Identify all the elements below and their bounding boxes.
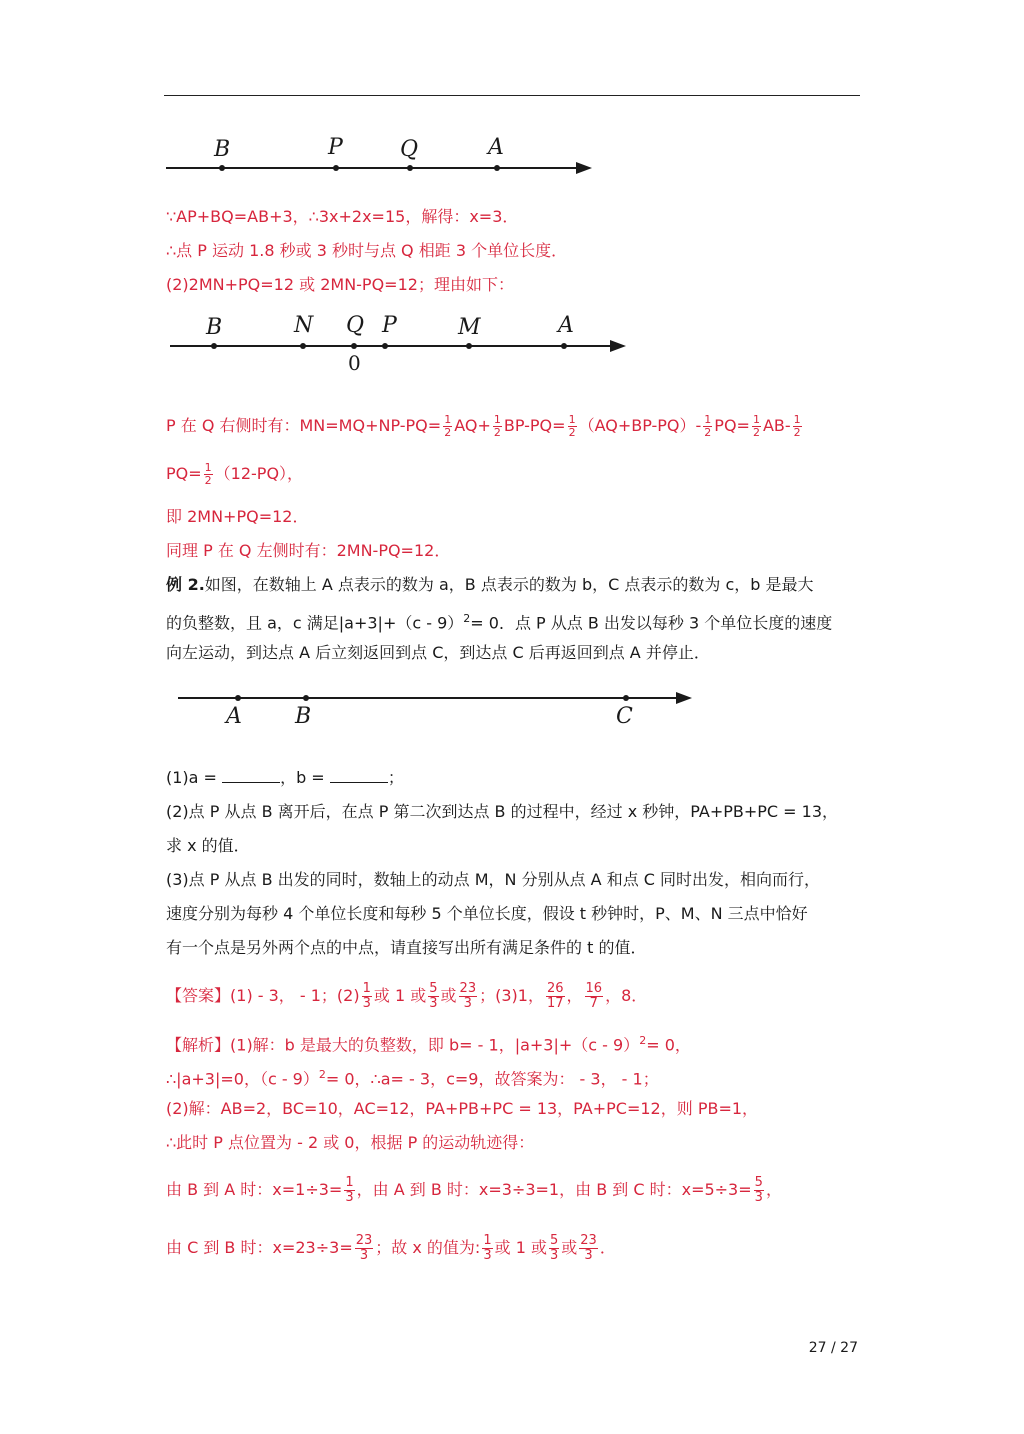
label-Q: Q xyxy=(400,137,419,162)
text-seg: 如图，在数轴上 A 点表示的数为 a，B 点表示的数为 b，C 点表示的数为 c，b 是最大 xyxy=(204,575,814,594)
denominator: 3 xyxy=(463,996,472,1011)
denominator: 3 xyxy=(754,1190,763,1205)
numerator: 1 xyxy=(752,413,760,426)
fraction-half xyxy=(752,414,761,439)
question-2-line-1: (2)点 P 从点 B 离开后，在点 P 第二次到达点 B 的过程中，经过 x 秒钟，PA+PB+PC = 13， xyxy=(166,802,839,821)
text-seg: = 0， xyxy=(646,1035,691,1055)
answer-blank-a[interactable] xyxy=(222,768,280,783)
analysis-line-1 xyxy=(166,1029,691,1057)
numerator: 5 xyxy=(429,981,438,996)
fraction-23-3 xyxy=(355,1234,374,1263)
point-M xyxy=(466,343,472,349)
text-seg: PQ= xyxy=(166,464,202,483)
text-seg: 或 xyxy=(440,986,457,1005)
superscript: 2 xyxy=(639,1034,647,1047)
fraction-half xyxy=(703,414,712,439)
numerator: 1 xyxy=(704,413,712,426)
point-P xyxy=(333,165,339,171)
numerator: 5 xyxy=(754,1175,763,1190)
text-seg: ， xyxy=(566,986,583,1005)
label-B: B xyxy=(295,704,312,729)
text-seg: 或 1 或 xyxy=(494,1238,547,1257)
numerator: 16 xyxy=(585,981,603,996)
text-seg: ∴|a+3|=0，（c - 9） xyxy=(166,1069,319,1089)
page-number: 27 / 27 xyxy=(808,1340,858,1356)
number-line-figure-2 xyxy=(166,308,636,380)
text-seg: (1) - 3， - 1；(2) xyxy=(230,986,360,1005)
denominator: 2 xyxy=(793,426,801,439)
question-2-line-2: 求 x 的值． xyxy=(166,836,250,855)
numerator: 1 xyxy=(204,461,212,474)
text-seg: 或 xyxy=(561,1238,578,1257)
denominator: 2 xyxy=(444,426,452,439)
question-1 xyxy=(166,766,404,790)
text-seg: ，b = xyxy=(280,768,325,787)
text-seg: (1)解：b 是最大的负整数，即 b= - 1，|a+3|+（c - 9） xyxy=(230,1035,640,1055)
text-seg: 的负整数，且 a，c 满足|a+3|+（c - 9） xyxy=(166,613,464,633)
label-Q: Q xyxy=(346,313,365,338)
solution-line-4 xyxy=(166,414,804,439)
text-seg: ，由 A 到 B 时：x=3÷3=1，由 B 到 C 时：x=5÷3= xyxy=(356,1180,752,1199)
answer-line xyxy=(166,982,647,1011)
axis-arrow xyxy=(676,692,692,704)
text-seg: ； xyxy=(387,768,404,787)
solution-line-1: ∵AP+BQ=AB+3，∴3x+2x=15，解得：x=3． xyxy=(166,207,519,226)
numerator: 1 xyxy=(483,1233,492,1248)
fraction-half xyxy=(793,414,802,439)
numerator: 1 xyxy=(493,413,501,426)
example-2-line-3: 向左运动，到达点 A 后立刻返回到点 C，到达点 C 后再返回到点 A 并停止． xyxy=(166,643,710,662)
superscript: 2 xyxy=(463,612,471,625)
numerator: 23 xyxy=(459,981,477,996)
denominator: 2 xyxy=(704,426,712,439)
numerator: 1 xyxy=(568,413,576,426)
fraction-5-3 xyxy=(754,1176,764,1205)
denominator: 3 xyxy=(362,996,371,1011)
numerator: 1 xyxy=(362,981,371,996)
denominator: 17 xyxy=(546,996,564,1011)
fraction-half xyxy=(568,414,577,439)
analysis-line-6 xyxy=(166,1234,616,1263)
numerator: 1 xyxy=(793,413,801,426)
analysis-line-3: (2)解：AB=2，BC=10，AC=12，PA+PB+PC = 13，PA+PC=12，则 PB=1， xyxy=(166,1099,759,1118)
denominator: 3 xyxy=(359,1248,369,1263)
point-C xyxy=(623,695,629,701)
fraction-5-3 xyxy=(428,982,438,1011)
fraction-23-3 xyxy=(459,982,478,1011)
point-B xyxy=(211,343,217,349)
solution-line-7: 同理 P 在 Q 左侧时有：2MN-PQ=12． xyxy=(166,541,451,560)
answer-blank-b[interactable] xyxy=(330,768,388,783)
text-seg: 由 B 到 A 时：x=1÷3= xyxy=(166,1180,343,1199)
label-A: A xyxy=(226,704,242,729)
text-seg: （AQ+BP-PQ）- xyxy=(578,416,702,435)
label-B: B xyxy=(206,315,223,340)
text-seg: ． xyxy=(599,1238,616,1257)
denominator: 3 xyxy=(549,1248,559,1263)
denominator: 3 xyxy=(483,1248,492,1263)
text-seg: PQ= xyxy=(714,416,750,435)
fraction-1-3 xyxy=(482,1234,492,1263)
point-A xyxy=(561,343,567,349)
point-N xyxy=(300,343,306,349)
solution-line-5 xyxy=(166,462,303,487)
text-seg: ；故 x 的值为: xyxy=(375,1238,481,1257)
analysis-line-2 xyxy=(166,1063,659,1091)
fraction-26-17 xyxy=(546,982,565,1011)
fraction-half xyxy=(493,414,502,439)
solution-line-3: (2)2MN+PQ=12 或 2MN-PQ=12；理由如下： xyxy=(166,275,514,294)
analysis-line-4: ∴此时 P 点位置为 - 2 或 0，根据 P 的运动轨迹得： xyxy=(166,1133,535,1152)
text-seg: BP-PQ= xyxy=(503,416,566,435)
denominator: 3 xyxy=(429,996,438,1011)
point-Q xyxy=(407,165,413,171)
text-seg: ，8． xyxy=(605,986,648,1005)
label-N: N xyxy=(294,313,314,338)
example-2-line-2 xyxy=(166,607,832,635)
text-seg: = 0．点 P 从点 B 出发以每秒 3 个单位长度的速度 xyxy=(470,613,833,633)
text-seg: （12-PQ）， xyxy=(214,464,304,483)
question-3-line-1: (3)点 P 从点 B 出发的同时，数轴上的动点 M，N 分别从点 A 和点 C 同时出发，相向而行， xyxy=(166,870,821,889)
text-seg: 或 1 或 xyxy=(373,986,427,1005)
denominator: 2 xyxy=(752,426,760,439)
denominator: 2 xyxy=(568,426,576,439)
solution-line-2: ∴点 P 运动 1.8 秒或 3 秒时与点 Q 相距 3 个单位长度． xyxy=(166,241,568,260)
denominator: 3 xyxy=(584,1248,593,1263)
question-3-line-3: 有一个点是另外两个点的中点，请直接写出所有满足条件的 t 的值． xyxy=(166,938,647,957)
fraction-5-3 xyxy=(549,1234,559,1263)
label-C: C xyxy=(616,704,633,729)
denominator: 3 xyxy=(345,1190,354,1205)
text-seg: 由 C 到 B 时：x=23÷3= xyxy=(166,1238,353,1257)
text-seg: AB- xyxy=(762,416,791,435)
point-A xyxy=(235,695,241,701)
superscript: 2 xyxy=(318,1068,326,1081)
analysis-line-5 xyxy=(166,1176,782,1205)
text-seg: ， xyxy=(765,1180,782,1199)
answer-tag: 【答案】 xyxy=(166,986,231,1005)
point-B xyxy=(219,165,225,171)
text-seg: ；(3)1， xyxy=(479,986,544,1005)
fraction-half xyxy=(204,462,213,487)
denominator: 7 xyxy=(589,996,598,1011)
label-A: A xyxy=(558,313,574,338)
denominator: 2 xyxy=(204,474,212,487)
number-line-figure-1 xyxy=(166,130,596,182)
question-3-line-2: 速度分别为每秒 4 个单位长度和每秒 5 个单位长度，假设 t 秒钟时，P、M、N 三点中恰好 xyxy=(166,904,808,923)
label-P: P xyxy=(328,135,343,160)
point-A xyxy=(494,165,500,171)
number-line-figure-3 xyxy=(166,680,706,730)
numerator: 1 xyxy=(345,1175,354,1190)
fraction-23-3 xyxy=(579,1234,598,1263)
numerator: 1 xyxy=(444,413,452,426)
analysis-tag: 【解析】 xyxy=(166,1035,231,1055)
axis-arrow xyxy=(576,162,592,174)
numerator: 5 xyxy=(549,1233,559,1248)
denominator: 2 xyxy=(493,426,501,439)
fraction-1-3 xyxy=(362,982,372,1011)
label-M: M xyxy=(458,315,481,340)
fraction-16-7 xyxy=(585,982,604,1011)
label-A: A xyxy=(488,135,504,160)
point-P xyxy=(382,343,388,349)
fraction-half xyxy=(443,414,452,439)
point-Q xyxy=(351,343,357,349)
header-rule xyxy=(164,95,860,96)
axis-arrow xyxy=(610,340,626,352)
numerator: 23 xyxy=(355,1233,373,1248)
label-P: P xyxy=(382,313,397,338)
point-B xyxy=(303,695,309,701)
text-seg: AQ+ xyxy=(454,416,491,435)
numerator: 26 xyxy=(546,981,564,996)
label-origin: 0 xyxy=(348,351,361,375)
text-seg: (1)a = xyxy=(166,768,217,787)
text-seg: = 0，∴a= - 3，c=9，故答案为： - 3， - 1； xyxy=(325,1069,659,1089)
numerator: 23 xyxy=(580,1233,597,1248)
label-B: B xyxy=(214,137,231,162)
solution-line-6: 即 2MN+PQ=12． xyxy=(166,507,309,526)
example-title: 例 2. xyxy=(166,575,205,594)
text-seg: P 在 Q 右侧时有：MN=MQ+NP-PQ= xyxy=(166,416,442,435)
example-2-line-1 xyxy=(166,573,814,597)
fraction-1-3 xyxy=(344,1176,354,1205)
